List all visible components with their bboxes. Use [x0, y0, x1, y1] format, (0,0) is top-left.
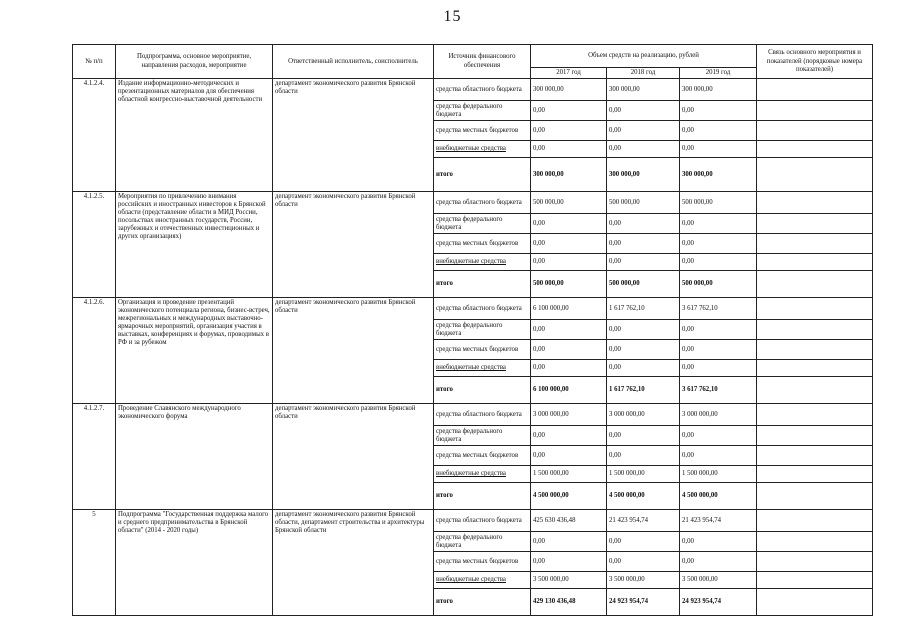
executor: департамент экономического развития Брянской области: [273, 79, 434, 192]
amount-federal-2017: 0,00: [531, 214, 607, 234]
executor: департамент экономического развития Брянской области: [273, 404, 434, 510]
amount-regional-2017: 6 100 000,00: [531, 298, 607, 320]
indicator-link: [757, 158, 873, 192]
indicator-link: [757, 254, 873, 271]
row-number: 4.1.2.6.: [73, 298, 116, 404]
row-number: 5: [73, 510, 116, 616]
row-number: 4.1.2.5.: [73, 192, 116, 298]
amount-federal-2019: 0,00: [680, 532, 757, 552]
source-extra: внебюджетные средства: [434, 466, 531, 483]
amount-total-2017: 500 000,00: [531, 271, 607, 298]
amount-local-2018: 0,00: [607, 340, 680, 360]
source-regional: средства областного бюджета: [434, 404, 531, 426]
source-extra: внебюджетные средства: [434, 254, 531, 271]
amount-regional-2019: 3 000 000,00: [680, 404, 757, 426]
source-federal: средства федерального бюджета: [434, 532, 531, 552]
table-row: [73, 298, 873, 320]
activity-name: Проведение Славянского международного экономического форума: [116, 404, 273, 510]
amount-regional-2017: 3 000 000,00: [531, 404, 607, 426]
source-total: итого: [434, 158, 531, 192]
activity-name: Организация и проведение презентаций экономического потенциала региона, бизнес-встреч, межрегиональных и международных выставочно-ярмарочных мероприятий, организация участия в выставках, конференциях и форумах, проводимых в РФ и за рубежом: [116, 298, 273, 404]
amount-extra-2018: 0,00: [607, 254, 680, 271]
amount-regional-2019: 3 617 762,10: [680, 298, 757, 320]
amount-total-2019: 4 500 000,00: [680, 483, 757, 510]
amount-extra-2018: 0,00: [607, 141, 680, 158]
activity-name: Подпрограмма "Государственная поддержка малого и среднего предпринимательства в Брянской области" (2014 - 2020 годы): [116, 510, 273, 616]
amount-total-2017: 429 130 436,48: [531, 589, 607, 616]
amount-extra-2019: 3 500 000,00: [680, 572, 757, 589]
source-total: итого: [434, 377, 531, 404]
table-body: [73, 79, 873, 616]
amount-total-2019: 300 000,00: [680, 158, 757, 192]
indicator-link: [757, 101, 873, 121]
indicator-link: [757, 192, 873, 214]
indicator-link: [757, 214, 873, 234]
amount-federal-2018: 0,00: [607, 532, 680, 552]
header-num: № п/п: [73, 45, 116, 79]
amount-federal-2017: 0,00: [531, 320, 607, 340]
source-extra: внебюджетные средства: [434, 360, 531, 377]
header-year-2019: 2019 год: [680, 68, 757, 79]
amount-regional-2017: 500 000,00: [531, 192, 607, 214]
header-year-2018: 2018 год: [607, 68, 680, 79]
activity-name: Мероприятия по привлечению внимания российских и иностранных инвесторов к Брянской области (представление области в МИД России, посольствах иностранных государств, России, зарубежных и отечественных инвестиционных и других организациях): [116, 192, 273, 298]
amount-local-2019: 0,00: [680, 552, 757, 572]
table-row: [73, 404, 873, 426]
amount-local-2019: 0,00: [680, 446, 757, 466]
amount-extra-2019: 1 500 000,00: [680, 466, 757, 483]
indicator-link: [757, 426, 873, 446]
amount-federal-2019: 0,00: [680, 320, 757, 340]
amount-extra-2017: 0,00: [531, 141, 607, 158]
indicator-link: [757, 340, 873, 360]
amount-regional-2018: 300 000,00: [607, 79, 680, 101]
amount-local-2019: 0,00: [680, 121, 757, 141]
amount-total-2017: 4 500 000,00: [531, 483, 607, 510]
amount-total-2018: 500 000,00: [607, 271, 680, 298]
amount-local-2017: 0,00: [531, 340, 607, 360]
source-regional: средства областного бюджета: [434, 79, 531, 101]
header-amount: Объем средств на реализацию, рублей: [531, 45, 757, 68]
header-subprogram: Подпрограмма, основное мероприятие, направления расходов, мероприятие: [116, 45, 273, 79]
indicator-link: [757, 466, 873, 483]
amount-regional-2018: 21 423 954,74: [607, 510, 680, 532]
source-extra: внебюджетные средства: [434, 141, 531, 158]
amount-federal-2018: 0,00: [607, 214, 680, 234]
executor: департамент экономического развития Брянской области: [273, 192, 434, 298]
amount-regional-2019: 21 423 954,74: [680, 510, 757, 532]
amount-federal-2017: 0,00: [531, 101, 607, 121]
amount-local-2017: 0,00: [531, 234, 607, 254]
indicator-link: [757, 572, 873, 589]
amount-federal-2018: 0,00: [607, 320, 680, 340]
indicator-link: [757, 404, 873, 426]
amount-total-2017: 300 000,00: [531, 158, 607, 192]
indicator-link: [757, 552, 873, 572]
source-federal: средства федерального бюджета: [434, 214, 531, 234]
source-local: средства местных бюджетов: [434, 234, 531, 254]
amount-regional-2018: 500 000,00: [607, 192, 680, 214]
indicator-link: [757, 510, 873, 532]
indicator-link: [757, 360, 873, 377]
amount-federal-2019: 0,00: [680, 101, 757, 121]
header-link: Связь основного мероприятия и показателей (порядковые номера показателей): [757, 45, 873, 79]
header-source: Источник финансового обеспечения: [434, 45, 531, 79]
source-regional: средства областного бюджета: [434, 298, 531, 320]
table-row: [73, 510, 873, 532]
amount-federal-2017: 0,00: [531, 532, 607, 552]
amount-extra-2017: 0,00: [531, 254, 607, 271]
indicator-link: [757, 234, 873, 254]
amount-extra-2017: 1 500 000,00: [531, 466, 607, 483]
amount-federal-2019: 0,00: [680, 426, 757, 446]
activity-name: Издание информационно-методических и презентационных материалов для обеспечения областной конгрессно-выставочной деятельности: [116, 79, 273, 192]
indicator-link: [757, 483, 873, 510]
amount-total-2018: 4 500 000,00: [607, 483, 680, 510]
amount-local-2018: 0,00: [607, 446, 680, 466]
amount-extra-2018: 3 500 000,00: [607, 572, 680, 589]
indicator-link: [757, 141, 873, 158]
source-total: итого: [434, 271, 531, 298]
amount-regional-2019: 500 000,00: [680, 192, 757, 214]
amount-total-2017: 6 100 000,00: [531, 377, 607, 404]
amount-extra-2019: 0,00: [680, 141, 757, 158]
indicator-link: [757, 589, 873, 616]
amount-total-2019: 500 000,00: [680, 271, 757, 298]
amount-total-2019: 24 923 954,74: [680, 589, 757, 616]
indicator-link: [757, 446, 873, 466]
amount-extra-2018: 0,00: [607, 360, 680, 377]
amount-total-2018: 24 923 954,74: [607, 589, 680, 616]
table-header: [73, 45, 873, 79]
source-extra: внебюджетные средства: [434, 572, 531, 589]
source-local: средства местных бюджетов: [434, 121, 531, 141]
amount-federal-2018: 0,00: [607, 426, 680, 446]
amount-total-2018: 300 000,00: [607, 158, 680, 192]
indicator-link: [757, 298, 873, 320]
source-total: итого: [434, 483, 531, 510]
indicator-link: [757, 121, 873, 141]
page-number: 15: [443, 8, 462, 25]
amount-federal-2017: 0,00: [531, 426, 607, 446]
source-federal: средства федерального бюджета: [434, 320, 531, 340]
row-number: 4.1.2.7.: [73, 404, 116, 510]
executor: департамент экономического развития Брянской области, департамент строительства и архитектуры Брянской области: [273, 510, 434, 616]
source-local: средства местных бюджетов: [434, 340, 531, 360]
indicator-link: [757, 377, 873, 404]
amount-local-2017: 0,00: [531, 446, 607, 466]
amount-local-2018: 0,00: [607, 234, 680, 254]
source-total: итого: [434, 589, 531, 616]
table-row: [73, 192, 873, 214]
executor: департамент экономического развития Брянской области: [273, 298, 434, 404]
header-executor: Ответственный исполнитель, соисполнитель: [273, 45, 434, 79]
amount-extra-2019: 0,00: [680, 254, 757, 271]
amount-local-2018: 0,00: [607, 552, 680, 572]
amount-extra-2017: 3 500 000,00: [531, 572, 607, 589]
indicator-link: [757, 79, 873, 101]
indicator-link: [757, 271, 873, 298]
amount-regional-2019: 300 000,00: [680, 79, 757, 101]
amount-federal-2019: 0,00: [680, 214, 757, 234]
source-federal: средства федерального бюджета: [434, 426, 531, 446]
amount-extra-2017: 0,00: [531, 360, 607, 377]
amount-regional-2018: 3 000 000,00: [607, 404, 680, 426]
source-local: средства местных бюджетов: [434, 446, 531, 466]
amount-federal-2018: 0,00: [607, 101, 680, 121]
amount-local-2019: 0,00: [680, 234, 757, 254]
amount-regional-2017: 300 000,00: [531, 79, 607, 101]
amount-local-2017: 0,00: [531, 121, 607, 141]
amount-local-2017: 0,00: [531, 552, 607, 572]
source-local: средства местных бюджетов: [434, 552, 531, 572]
header-year-2017: 2017 год: [531, 68, 607, 79]
budget-table: [72, 44, 873, 616]
amount-extra-2019: 0,00: [680, 360, 757, 377]
amount-total-2019: 3 617 762,10: [680, 377, 757, 404]
amount-local-2019: 0,00: [680, 340, 757, 360]
amount-extra-2018: 1 500 000,00: [607, 466, 680, 483]
source-federal: средства федерального бюджета: [434, 101, 531, 121]
table-row: [73, 79, 873, 101]
source-regional: средства областного бюджета: [434, 192, 531, 214]
amount-regional-2017: 425 630 436,48: [531, 510, 607, 532]
indicator-link: [757, 320, 873, 340]
amount-local-2018: 0,00: [607, 121, 680, 141]
row-number: 4.1.2.4.: [73, 79, 116, 192]
indicator-link: [757, 532, 873, 552]
amount-regional-2018: 1 617 762,10: [607, 298, 680, 320]
source-regional: средства областного бюджета: [434, 510, 531, 532]
amount-total-2018: 1 617 762,10: [607, 377, 680, 404]
